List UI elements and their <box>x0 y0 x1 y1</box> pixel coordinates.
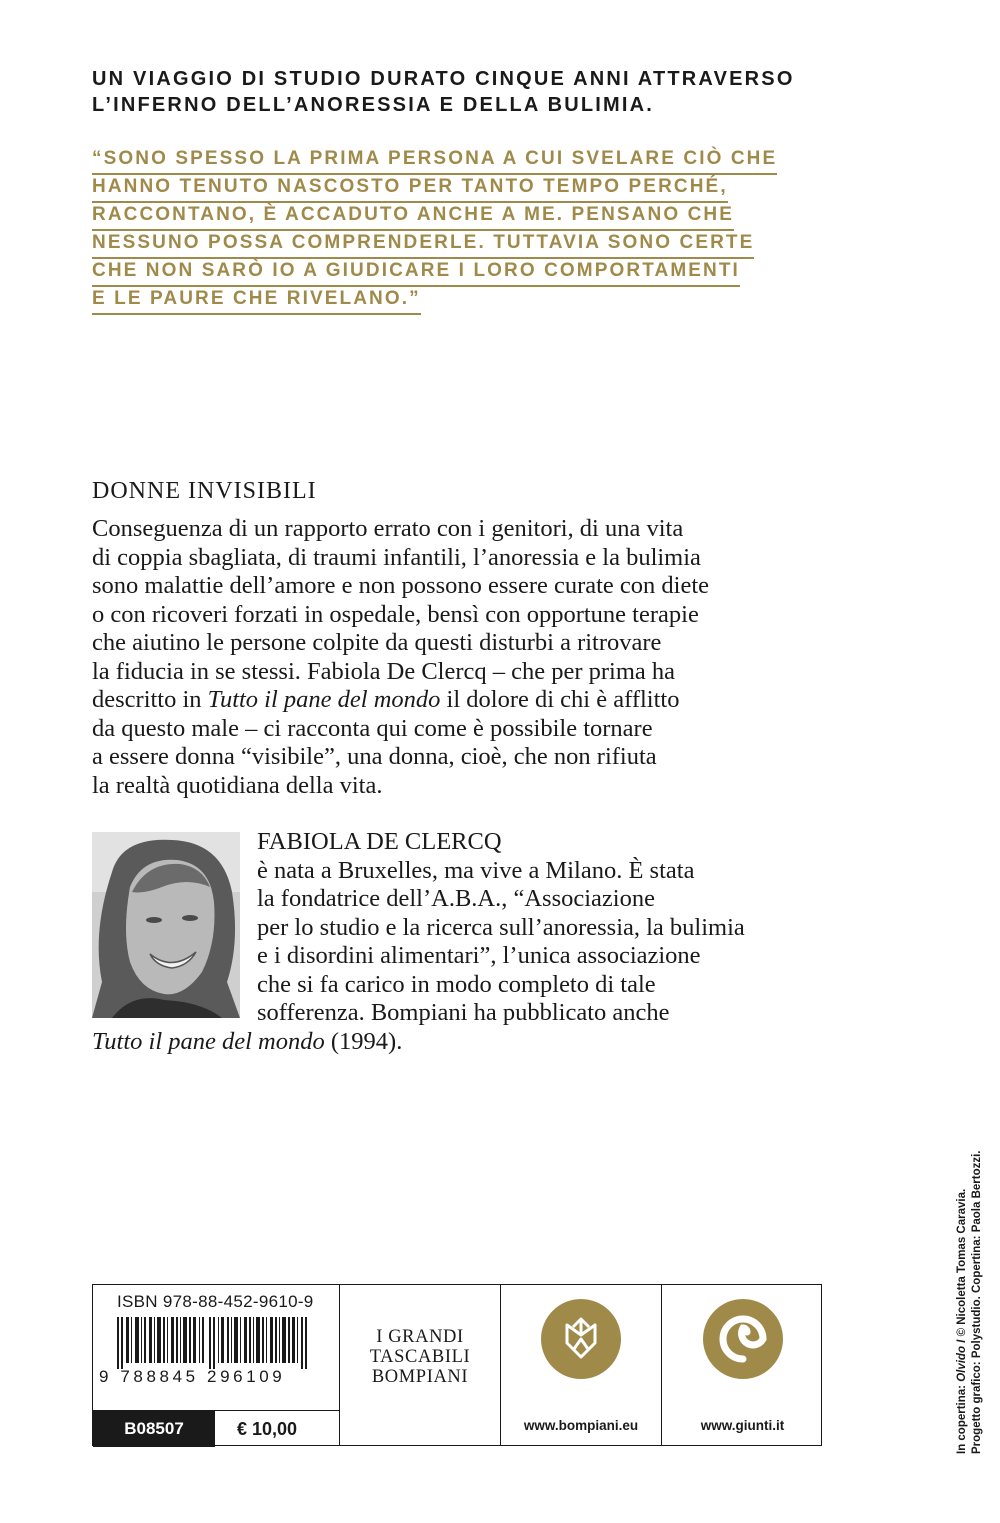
headline-line: UN VIAGGIO DI STUDIO DURATO CINQUE ANNI ATTRAVERSO <box>92 68 795 90</box>
series-line: I GRANDI <box>376 1327 464 1347</box>
bompiani-flower-icon <box>541 1299 621 1379</box>
author-book-title: Tutto il pane del mondo <box>92 1028 325 1055</box>
quote-line: NESSUNO POSSA COMPRENDERLE. TUTTAVIA SONO CERTE <box>92 231 754 259</box>
giunti-url[interactable]: www.giunti.it <box>700 1418 785 1433</box>
blurb-line <box>92 686 822 715</box>
pull-quote <box>92 147 777 315</box>
blurb-line: che aiutino le persone colpite da questi disturbi a ritrovare <box>92 629 662 656</box>
blurb <box>92 515 822 800</box>
quote-line: CHE NON SARÒ IO A GIUDICARE I LORO COMPORTAMENTI <box>92 259 740 287</box>
quote-line: “SONO SPESSO LA PRIMA PERSONA A CUI SVELARE CIÒ CHE <box>92 147 777 175</box>
author-bio-last-line <box>92 1028 402 1057</box>
barcode-strip <box>92 1284 822 1446</box>
series-name <box>340 1327 500 1387</box>
blurb-line: a essere donna “visibile”, una donna, cioè, che non rifiuta <box>92 743 657 770</box>
blurb-text: descritto in <box>92 686 208 713</box>
credits-text: In copertina: <box>956 1381 968 1454</box>
headline <box>92 66 795 118</box>
blurb-text: il dolore di chi è afflitto <box>440 686 680 713</box>
quote-line: HANNO TENUTO NASCOSTO PER TANTO TEMPO PERCHÉ, <box>92 175 728 203</box>
cover-credits <box>955 1151 985 1455</box>
credits-line: Progetto grafico: Polystudio. Copertina: Paola Bertozzi. <box>971 1150 983 1454</box>
giunti-cell <box>662 1285 823 1445</box>
author-bio-line: e i disordini alimentari”, l’unica associazione <box>257 942 701 969</box>
author-name: FABIOLA DE CLERCQ <box>257 828 502 855</box>
series-cell <box>340 1285 501 1445</box>
bompiani-flower-logo <box>541 1299 621 1379</box>
blurb-book-title: Tutto il pane del mondo <box>207 686 441 713</box>
product-code: B08507 <box>93 1410 215 1447</box>
credits-line <box>955 1151 970 1455</box>
author-bio <box>257 828 817 1028</box>
price: € 10,00 <box>215 1410 340 1447</box>
credits-artwork-title: Olvido I <box>956 1339 968 1382</box>
series-line: BOMPIANI <box>371 1367 469 1387</box>
isbn-label: ISBN 978-88-452-9610-9 <box>117 1292 314 1311</box>
blurb-line: o con ricoveri forzati in ospedale, bensì con opportune terapie <box>92 600 699 628</box>
giunti-spiral-logo <box>703 1299 783 1379</box>
book-title: DONNE INVISIBILI <box>92 478 317 504</box>
author-bio-line: è nata a Bruxelles, ma vive a Milano. È stata <box>257 856 695 884</box>
author-photo-icon <box>92 832 240 1018</box>
quote-line: RACCONTANO, È ACCADUTO ANCHE A ME. PENSANO CHE <box>92 203 734 231</box>
series-line: TASCABILI <box>369 1347 471 1367</box>
credits-text: © Nicoletta Tomas Caravia. <box>956 1188 968 1340</box>
author-bio-line: per lo studio e la ricerca sull’anoressia, la bulimia <box>257 913 745 941</box>
author-photo <box>92 832 240 1018</box>
bompiani-cell <box>501 1285 662 1445</box>
blurb-line: sono malattie dell’amore e non possono essere curate con diete <box>92 572 710 599</box>
giunti-spiral-icon <box>703 1299 783 1379</box>
author-book-year: (1994). <box>324 1028 403 1055</box>
blurb-line: Conseguenza di un rapporto errato con i genitori, di una vita <box>92 515 684 542</box>
barcode-icon <box>117 1317 322 1369</box>
barcode-cell <box>93 1285 340 1445</box>
headline-line: L’INFERNO DELL’ANORESSIA E DELLA BULIMIA. <box>92 94 655 116</box>
blurb-line: di coppia sbagliata, di traumi infantili, l’anoressia e la bulimia <box>92 543 701 571</box>
blurb-line: la realtà quotidiana della vita. <box>92 771 383 799</box>
author-bio-line: che si fa carico in modo completo di tale <box>257 970 656 998</box>
bompiani-url[interactable]: www.bompiani.eu <box>523 1418 639 1433</box>
blurb-line: la fiducia in se stessi. Fabiola De Clercq – che per prima ha <box>92 657 676 685</box>
barcode-digits: 9 788845 296109 <box>99 1367 286 1386</box>
author-bio-line: sofferenza. Bompiani ha pubblicato anche <box>257 999 670 1026</box>
blurb-line: da questo male – ci racconta qui come è possibile tornare <box>92 714 653 742</box>
author-bio-line: la fondatrice dell’A.B.A., “Associazione <box>257 885 655 912</box>
quote-line: E LE PAURE CHE RIVELANO.” <box>92 287 421 315</box>
